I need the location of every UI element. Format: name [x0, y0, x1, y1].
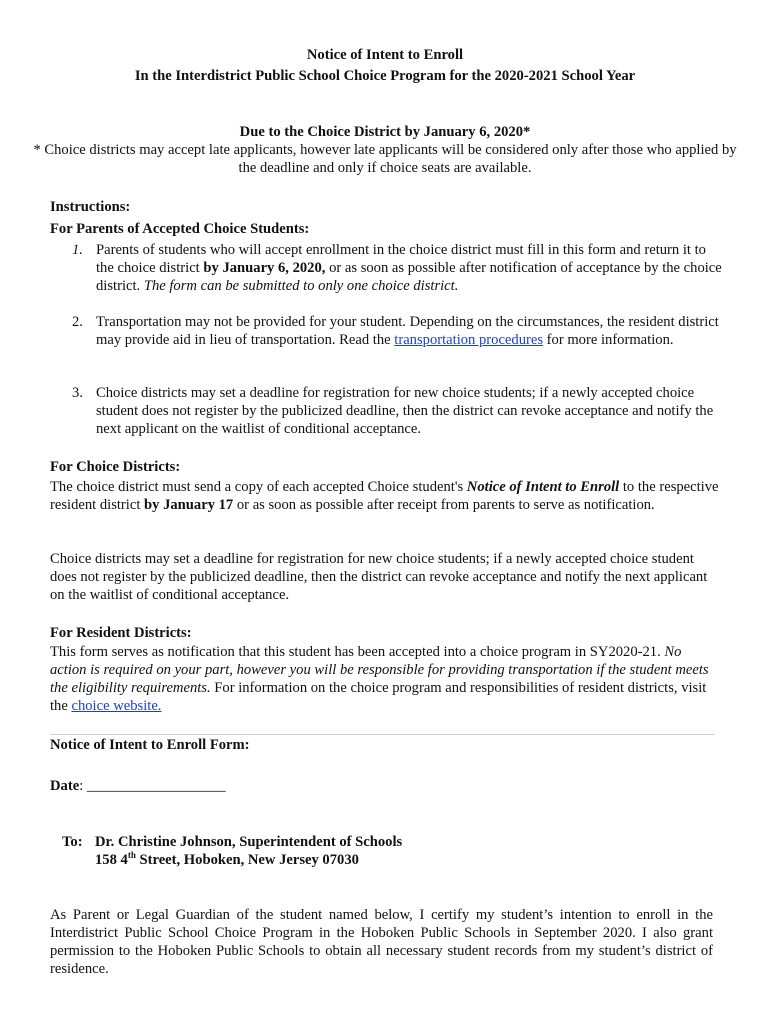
instruction-item-2: 2. Transportation may not be provided for your student. Depending on the circumstances, the resident district may provide aid in lieu of transportation. Read the transportation procedures for more information. [72, 314, 719, 348]
due-section [30, 123, 740, 177]
instructions-heading: Instructions: [50, 199, 131, 215]
form-heading: Notice of Intent to Enroll Form: [50, 737, 250, 753]
certification-paragraph: As Parent or Legal Guardian of the student named below, I certify my student’s intention to enroll in the Interdistrict Public School Choice Program in the Hoboken Public Schools in September 2020. I also grant permission to the Hoboken Public Schools to obtain all necessary student records from my student’s district of residence. [50, 907, 713, 977]
choice-districts-paragraph-2: Choice districts may set a deadline for registration for new choice students; if a newly accepted choice student does not register by the publicized deadline, then the district can revoke acceptance and notify the next applicant on the waitlist of conditional acceptance. [50, 551, 708, 603]
choice-districts-paragraph-1: The choice district must send a copy of each accepted Choice student's Notice of Intent to Enroll to the respective resident district by January 17 or as soon as possible after receipt from parents to serve as notification. [50, 479, 719, 513]
item-number: 3. [72, 385, 83, 401]
addressee [62, 833, 732, 869]
title-line-1: Notice of Intent to Enroll [306, 47, 464, 63]
section-divider [50, 734, 715, 735]
document-title [30, 46, 740, 82]
date-label: Date [50, 778, 80, 794]
instruction-item-3: 3. Choice districts may set a deadline for registration for new choice students; if a newly accepted choice student does not register by the publicized deadline, then the district can revoke acceptance and notify the next applicant on the waitlist of conditional acceptance. [72, 385, 714, 437]
addressee-name: Dr. Christine Johnson, Superintendent of Schools [95, 834, 403, 850]
instruction-item-1: 1. Parents of students who will accept enrollment in the choice district must fill in this form and return it to the choice district by January 6, 2020, or as soon as possible after notification of acceptance by the choice district. The form can be submitted to only one choice district. [72, 242, 722, 294]
date-blank[interactable]: ___________________ [86, 778, 226, 794]
resident-districts-heading: For Resident Districts: [50, 625, 192, 641]
parents-heading: For Parents of Accepted Choice Students: [50, 221, 310, 237]
to-label: To: [62, 834, 83, 850]
transportation-procedures-link[interactable]: transportation procedures [394, 332, 544, 348]
late-note: * Choice districts may accept late applicants, however late applicants will be considered only after those who applied by the deadline and only if choice seats are available. [33, 142, 737, 176]
date-field[interactable]: Date: ___________________ [50, 778, 226, 794]
title-line-2: In the Interdistrict Public School Choice Program for the 2020-2021 School Year [134, 68, 636, 84]
due-heading: Due to the Choice District by January 6, 2020* [239, 124, 531, 140]
item-number: 2. [72, 314, 83, 330]
addressee-address: 158 4th Street, Hoboken, New Jersey 07030 [95, 850, 359, 868]
choice-districts-heading: For Choice Districts: [50, 459, 181, 475]
item-number: 1. [72, 242, 83, 258]
resident-districts-paragraph: This form serves as notification that this student has been accepted into a choice program in SY2020-21. No action is required on your part, however you will be responsible for providing transportation if the student meets the eligibility requirements. For information on the choice program and responsibilities of resident districts, visit the choice website. [50, 644, 709, 714]
choice-website-link[interactable]: choice website. [71, 698, 162, 714]
